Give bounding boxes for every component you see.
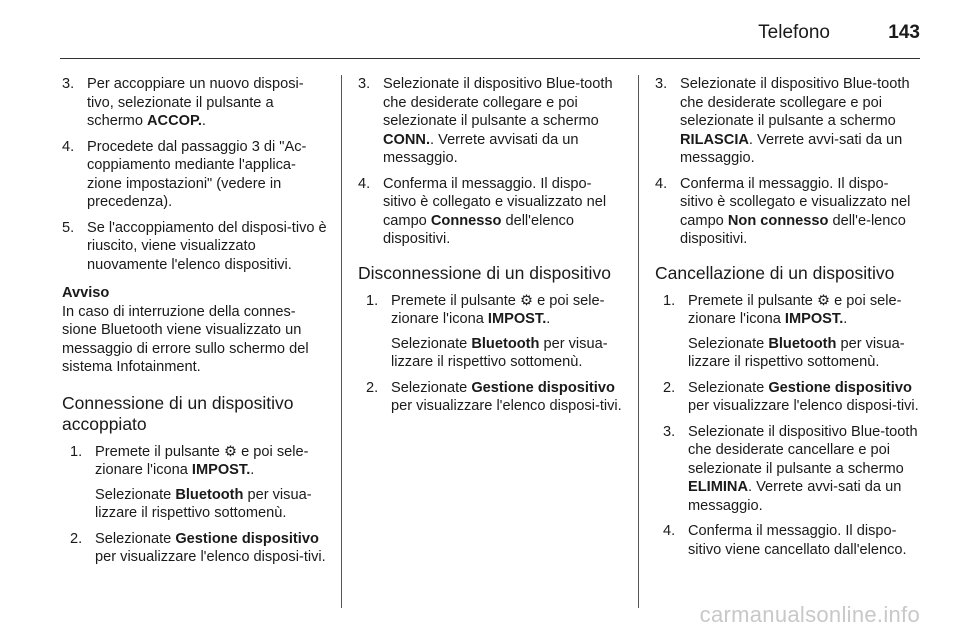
section-heading: Connessione di un dispositivo accoppiato	[62, 392, 294, 434]
note-box	[62, 284, 327, 377]
settings-icon: ⚙	[816, 292, 831, 309]
steps-list	[62, 443, 327, 567]
list-item: 4. Procedete dal passaggio 3 di "Ac-coppiamento mediante l'applica-zione impostazioni" (vedere in precedenza).	[62, 138, 307, 210]
steps-list	[62, 75, 327, 274]
settings-icon: ⚙	[519, 292, 534, 309]
page-header	[60, 18, 920, 48]
list-item: 3. Selezionate il dispositivo Blue-tooth che desiderate collegare e poi selezionate il pulsante a schermo CONN.. Verrete avvisati da un messaggio.	[358, 76, 613, 166]
list-item: 4. Conferma il messaggio. Il dispo-sitivo è collegato e visualizzato nel campo Connesso dell'elenco dispositivi.	[358, 175, 607, 247]
header-rule	[60, 58, 920, 59]
column-1	[62, 75, 327, 574]
note-text: In caso di interruzione della connes-sione Bluetooth viene visualizzato un messaggio di errore sullo schermo del sistema Infotainment.	[62, 303, 309, 375]
page-number: 143	[888, 22, 920, 43]
list-item: 1. Premete il pulsante ⚙ e poi sele-zionare l'icona IMPOST.. Selezionate Bluetooth per visua-lizzare il rispettivo sottomenù.	[663, 292, 905, 370]
list-item: 3. Per accoppiare un nuovo disposi-tivo, selezionate il pulsante a schermo ACCOP..	[62, 76, 304, 129]
list-item: 4. Conferma il messaggio. Il dispo-sitivo viene cancellato dall'elenco.	[663, 523, 907, 558]
list-item: 5. Se l'accoppiamento del disposi-tivo è riuscito, viene visualizzato nuovamente l'elenco dispositivi.	[62, 219, 327, 273]
list-item: 3. Selezionate il dispositivo Blue-tooth che desiderate scollegare e poi selezionate il pulsante a schermo RILASCIA. Verrete avvi-sati da un messaggio.	[655, 76, 910, 166]
section-title: Telefono	[758, 22, 830, 43]
column-3	[655, 75, 920, 566]
list-item: 1. Premete il pulsante ⚙ e poi sele-zionare l'icona IMPOST.. Selezionate Bluetooth per visua-lizzare il rispettivo sottomenù.	[366, 292, 608, 370]
list-item: 2. Selezionate Gestione dispositivo per visualizzare l'elenco disposi-tivi.	[366, 379, 622, 414]
watermark: carmanualsonline.info	[699, 602, 920, 627]
steps-list	[655, 292, 920, 560]
list-item: 1. Premete il pulsante ⚙ e poi sele-zionare l'icona IMPOST.. Selezionate Bluetooth per visua-lizzare il rispettivo sottomenù.	[70, 443, 312, 521]
settings-icon: ⚙	[223, 443, 238, 460]
column-2	[358, 75, 623, 423]
list-item: 2. Selezionate Gestione dispositivo per visualizzare l'elenco disposi-tivi.	[663, 379, 919, 414]
steps-list	[655, 75, 920, 249]
list-item: 4. Conferma il messaggio. Il dispo-sitivo è scollegato e visualizzato nel campo Non connesso dell'e-lenco dispositivi.	[655, 175, 911, 247]
column-divider	[638, 75, 639, 608]
section-heading: Disconnessione di un dispositivo	[358, 262, 611, 283]
note-label: Avviso	[62, 285, 110, 301]
list-item: 3. Selezionate il dispositivo Blue-tooth che desiderate cancellare e poi selezionate il pulsante a schermo ELIMINA. Verrete avvi-sati da un messaggio.	[663, 423, 918, 514]
section-heading: Cancellazione di un dispositivo	[655, 262, 895, 283]
list-item: 2. Selezionate Gestione dispositivo per visualizzare l'elenco disposi-tivi.	[70, 530, 326, 565]
steps-list	[358, 292, 623, 416]
column-divider	[341, 75, 342, 608]
steps-list	[358, 75, 623, 249]
